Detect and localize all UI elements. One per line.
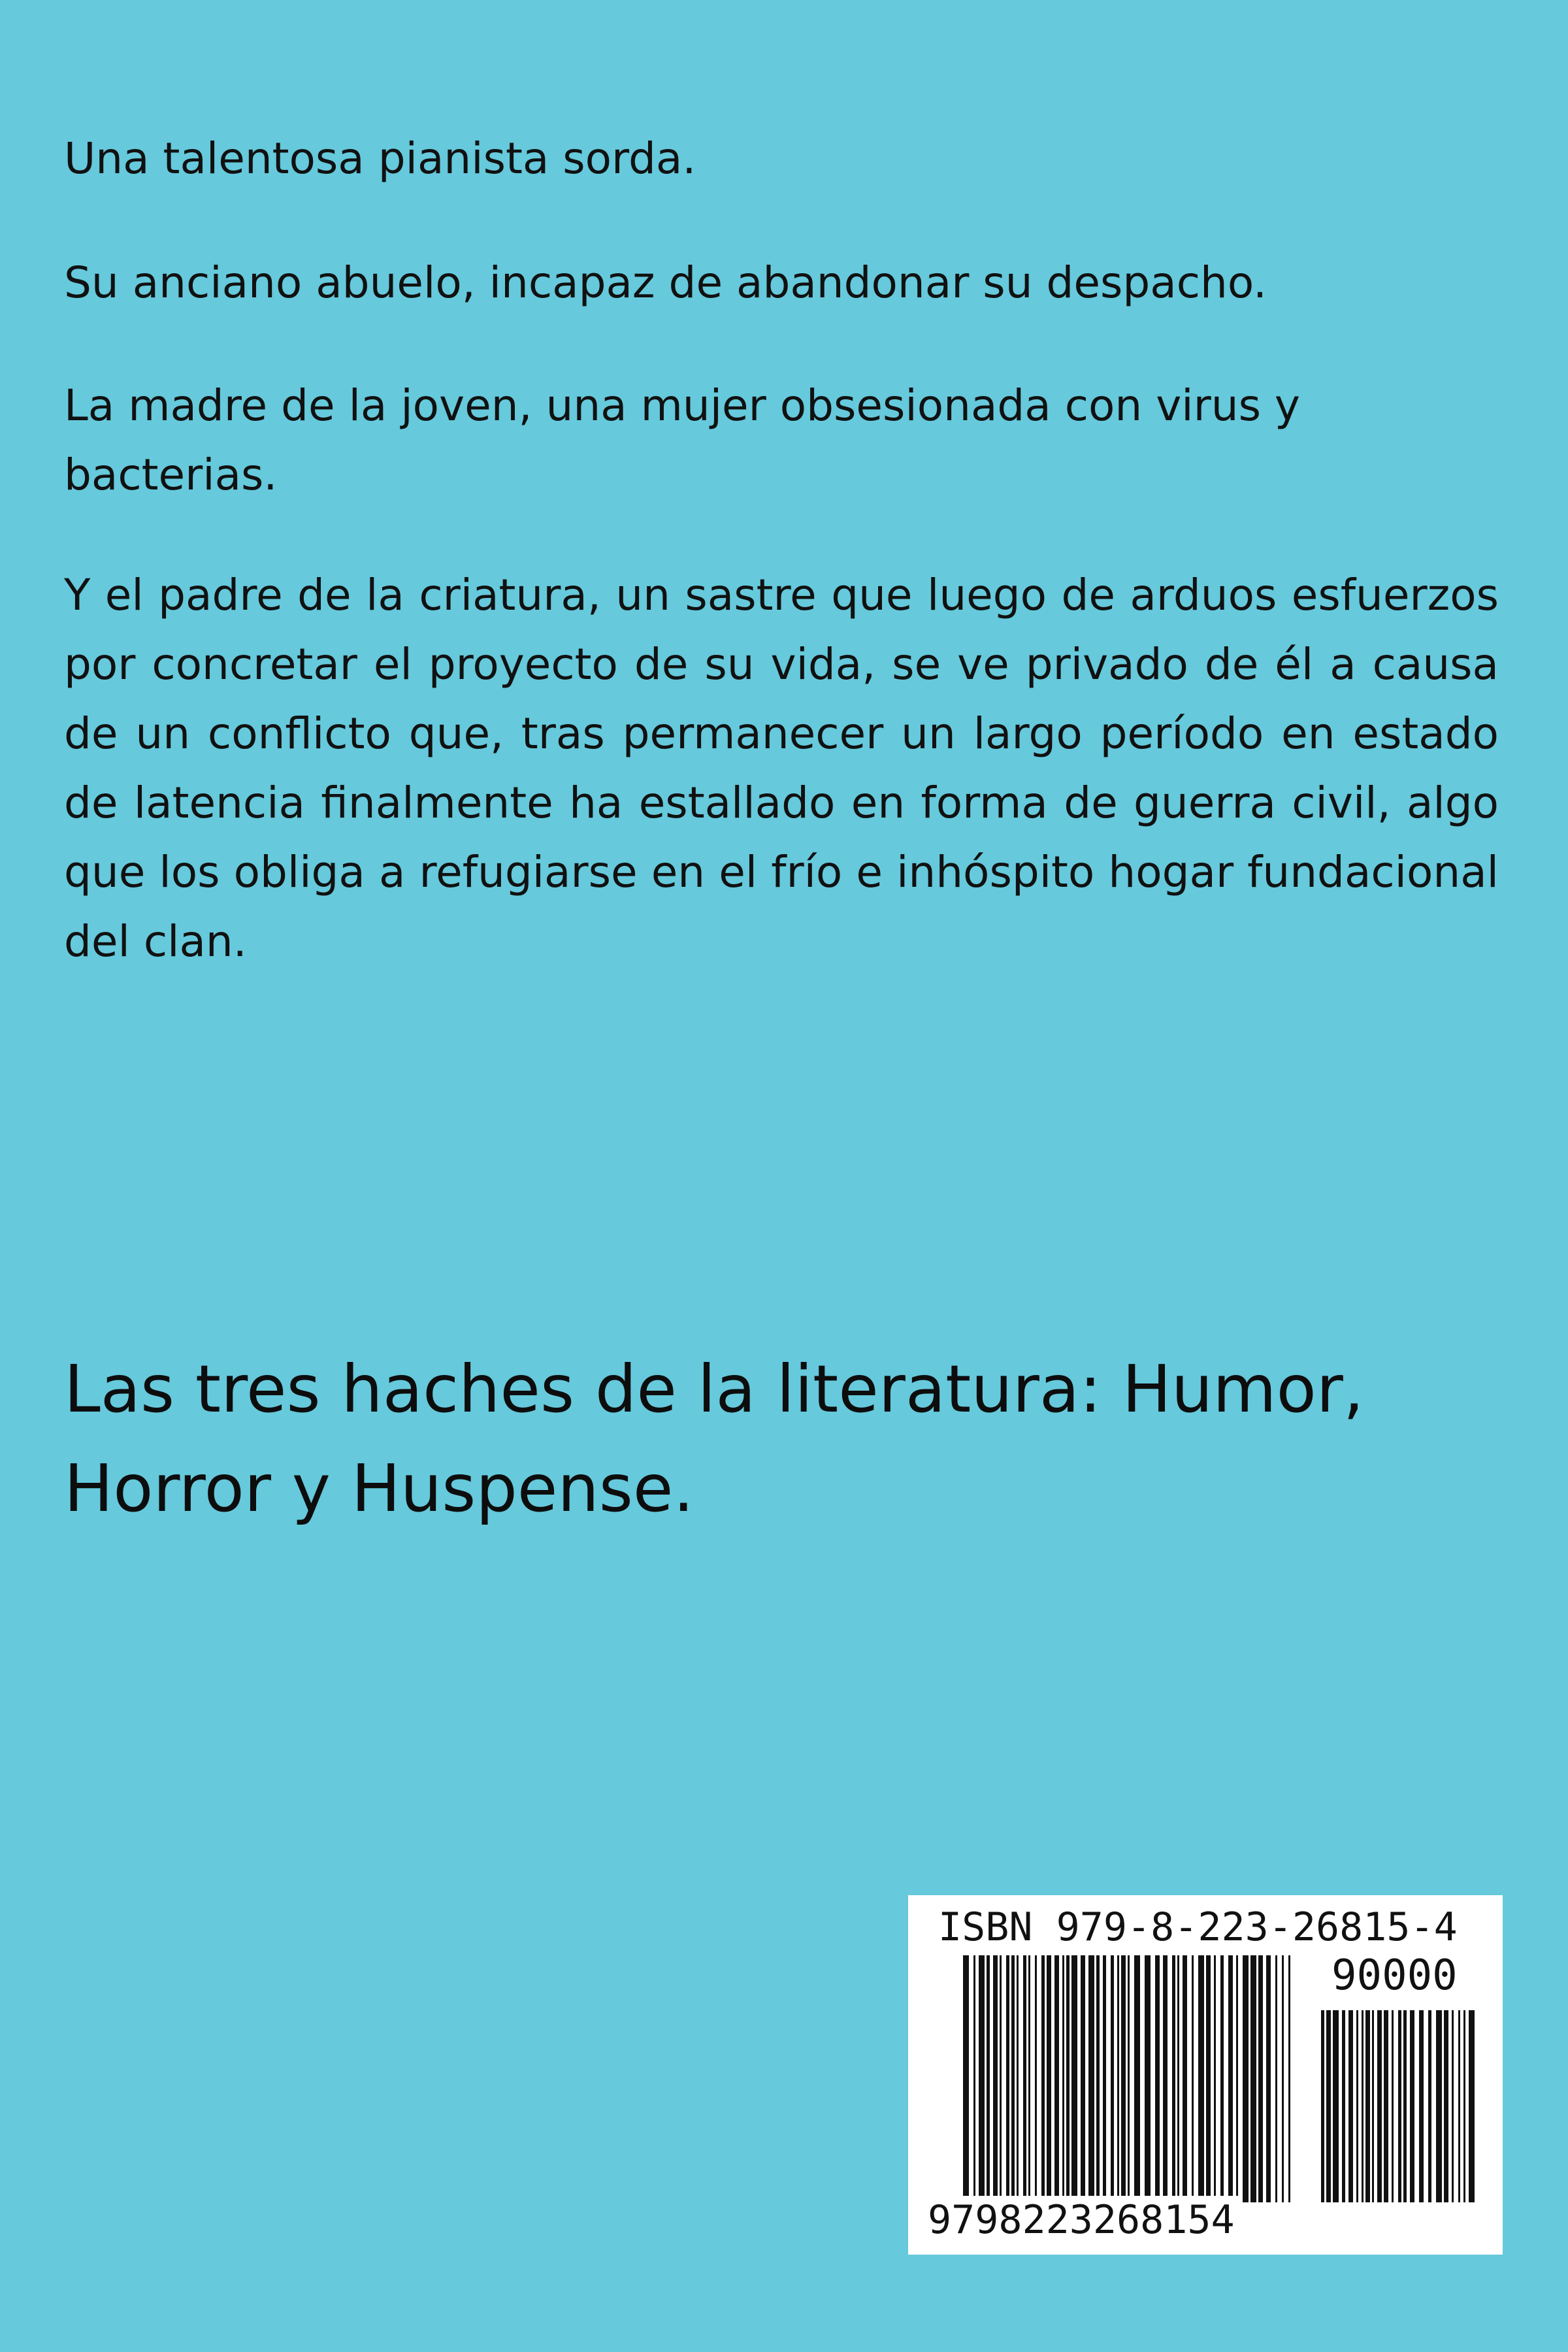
barcode-bar: [1348, 2010, 1353, 2202]
barcode-bar: [1117, 1955, 1119, 2202]
barcode-bar: [1155, 1955, 1160, 2202]
barcode-bar: [1041, 1955, 1045, 2202]
barcode-bar: [1017, 1955, 1019, 2202]
barcode-bar: [1054, 1955, 1059, 2202]
barcode-bar: [993, 1955, 998, 2202]
barcode-bar: [1128, 1955, 1130, 2202]
barcode-bar: [1362, 2010, 1364, 2202]
synopsis-paragraph-1: Una talentosa pianista sorda.: [64, 133, 696, 184]
barcode-bar: [1419, 2010, 1424, 2202]
isbn-label: ISBN 979-8-223-26815-4: [938, 1904, 1458, 1950]
barcode-bar: [1011, 1955, 1015, 2202]
tagline-line-1: Las tres haches de la literatura: Humor,: [64, 1351, 1364, 1427]
barcode-bar: [987, 1955, 990, 2202]
barcode-bar: [1384, 2010, 1388, 2202]
barcode-bar: [1444, 2010, 1448, 2202]
barcode-bar: [1372, 2010, 1374, 2202]
barcode-bar: [1035, 1955, 1037, 2202]
barcode-bar: [1356, 2010, 1358, 2202]
price-code: 90000: [1331, 1951, 1458, 2000]
barcode-bar: [1103, 1955, 1106, 2202]
barcode-bar: [1428, 2010, 1431, 2202]
barcode-bar: [1066, 1955, 1070, 2202]
barcode-bar: [1436, 2010, 1442, 2202]
barcode-bar: [1463, 2010, 1465, 2202]
isbn-barcode-box: [908, 1895, 1503, 2255]
synopsis-paragraph-3: La madre de la joven, una mujer obsesionada con virus y bacterias.: [64, 380, 1300, 500]
barcode-bar: [1452, 2010, 1454, 2202]
barcode-bar: [1198, 1955, 1204, 2202]
barcode-bar: [1172, 1955, 1175, 2202]
tagline: [64, 1340, 1501, 1538]
synopsis-paragraph-2: Su anciano abuelo, incapaz de abandonar su despacho.: [64, 257, 1267, 308]
ean-digits: 9798223268154: [928, 2196, 1239, 2244]
barcode-bar: [1236, 1955, 1238, 2202]
barcode-bar: [1321, 2010, 1324, 2202]
barcode-bar: [1333, 2010, 1339, 2202]
barcode-bar: [1183, 1955, 1187, 2202]
barcode-bar: [1403, 2010, 1407, 2202]
barcode-bar: [1062, 1955, 1064, 2202]
barcode-bar: [1410, 2010, 1414, 2202]
barcode-bar: [1258, 1955, 1263, 2202]
barcode-bar: [1111, 1955, 1114, 2202]
barcode-bar: [1288, 1955, 1290, 2202]
barcode-bar: [1047, 1955, 1051, 2202]
barcode-bar: [1275, 1955, 1277, 2202]
barcode-bar: [1326, 2010, 1331, 2202]
tagline-line-2: Horror y Huspense.: [64, 1450, 694, 1527]
barcode-bar: [1365, 2010, 1370, 2202]
barcode-bar: [1134, 1955, 1140, 2202]
barcode-bar: [973, 1955, 975, 2202]
price-addon-bars: [1321, 2010, 1475, 2202]
barcode-bar: [1096, 1955, 1100, 2202]
barcode-bar: [1071, 1955, 1077, 2202]
barcode-bar: [1250, 1955, 1256, 2202]
barcode-bar: [1392, 2010, 1394, 2202]
barcode-bar: [963, 1955, 969, 2202]
barcode-bar: [1081, 1955, 1085, 2202]
barcode-bar: [1377, 2010, 1382, 2202]
barcode-bar: [1088, 1955, 1094, 2202]
barcode-bar: [1177, 1955, 1179, 2202]
barcode-bar: [979, 1955, 985, 2202]
barcode-bar: [1145, 1955, 1151, 2202]
barcode-bar: [1192, 1955, 1194, 2202]
barcode-bar: [1206, 1955, 1211, 2202]
ean-barcode-bars: [963, 1955, 1290, 2202]
barcode-bar: [1266, 1955, 1271, 2202]
barcode-bar: [1243, 1955, 1249, 2202]
barcode-bar: [1398, 2010, 1401, 2202]
barcode-bar: [1214, 1955, 1216, 2202]
barcode-bar: [1282, 1955, 1284, 2202]
barcode-bar: [1469, 2010, 1475, 2202]
barcode-bar: [1458, 2010, 1460, 2202]
barcode-bar: [1028, 1955, 1030, 2202]
barcode-bar: [1023, 1955, 1026, 2202]
synopsis-paragraph-4: Y el padre de la criatura, un sastre que luego de arduos esfuerzos por concretar el proyecto de su vida, se ve privado de él a causa de un conflicto que, tras permanecer un largo período en estado de latencia finalmente ha estallado en forma de guerra civil, algo que los obliga a refugiarse en el frío e inhóspito hogar fundacional del clan.: [64, 570, 1499, 967]
barcode-bar: [1006, 1955, 1009, 2202]
barcode-bar: [1220, 1955, 1224, 2202]
barcode-bar: [1228, 1955, 1233, 2202]
barcode-bar: [1000, 1955, 1002, 2202]
barcode-bar: [1163, 1955, 1168, 2202]
barcode-bar: [1342, 2010, 1345, 2202]
barcode-bar: [1121, 1955, 1126, 2202]
